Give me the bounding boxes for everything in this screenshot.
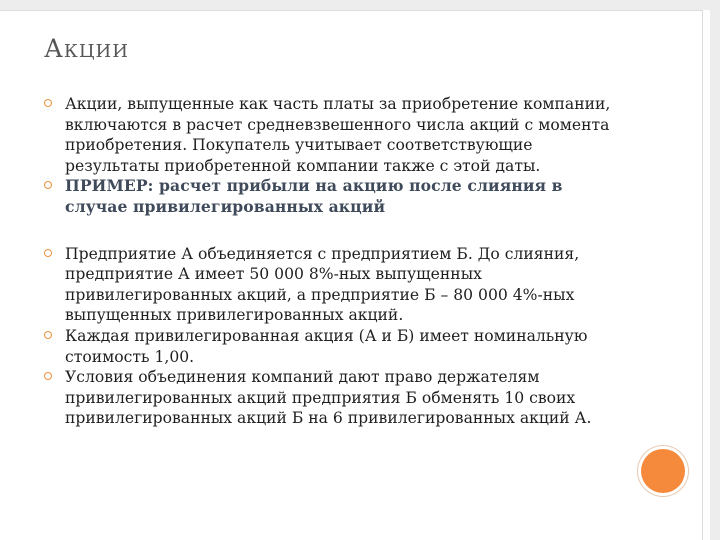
bullet-circle-icon bbox=[44, 99, 52, 107]
bullet-text: Условия объединения компаний дают право держателям привилегированных акций предприятия Б обменять 10 своих привилегированных акций Б на 6 привилегированных акций А. bbox=[65, 368, 592, 428]
slide-title: Акции bbox=[44, 34, 129, 63]
bullet-text: Предприятие А объединяется с предприятием Б. До слияния, предприятие А имеет 50 000 8%-ных выпущенных привилегированных акций, а предприятие Б – 80 000 4%-ных выпущенных привилегированных акций. bbox=[65, 244, 580, 325]
bullet-circle-icon bbox=[44, 372, 52, 380]
bullet-circle-icon bbox=[44, 249, 52, 257]
example-heading-text: ПРИМЕР: расчет прибыли на акцию после слияния в случае привилегированных акций bbox=[65, 176, 563, 216]
bullet-item bbox=[44, 326, 624, 367]
decorative-circle-icon bbox=[641, 449, 685, 493]
bullet-text: Акции, выпущенные как часть платы за приобретение компании, включаются в расчет средневзвешенного числа акций с момента приобретения. Покупатель учитывает соответствующие результаты приобретенной компании также с этой даты. bbox=[65, 95, 611, 175]
example-heading-item bbox=[44, 176, 624, 217]
bullet-item bbox=[44, 94, 624, 176]
bullet-circle-icon bbox=[44, 331, 52, 339]
slide-frame-right bbox=[710, 0, 720, 540]
bullet-list bbox=[44, 94, 624, 429]
bullet-circle-icon bbox=[44, 181, 52, 189]
bullet-item bbox=[44, 244, 624, 326]
slide-frame-top bbox=[0, 0, 720, 10]
bullet-text: Каждая привилегированная акция (А и Б) имеет номинальную стоимость 1,00. bbox=[65, 326, 588, 366]
bullet-item bbox=[44, 367, 624, 429]
